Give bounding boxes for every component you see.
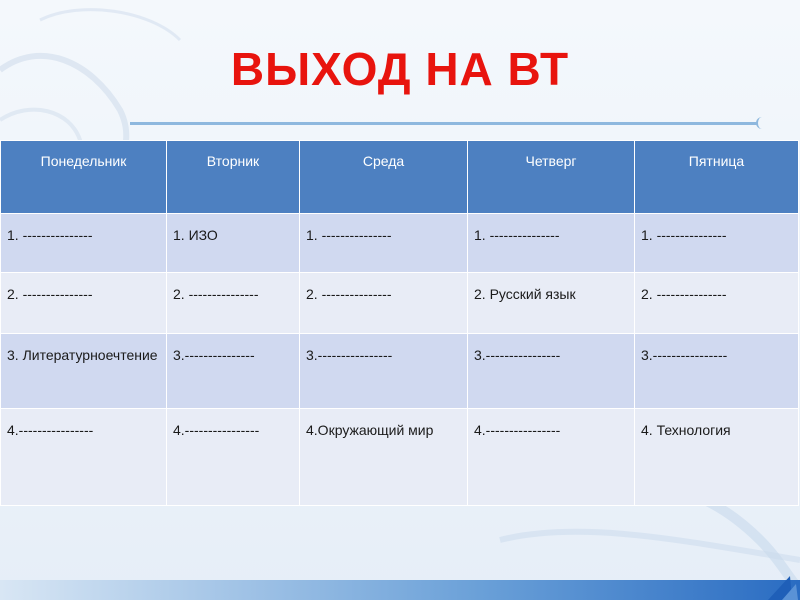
table-cell: 1. --------------- [1, 214, 167, 273]
table-cell: 2. --------------- [1, 273, 167, 334]
table-row [1, 409, 799, 506]
schedule-table-body [1, 214, 799, 506]
table-cell: 2. --------------- [300, 273, 468, 334]
table-cell: 2. --------------- [635, 273, 799, 334]
table-cell: 3.---------------- [300, 334, 468, 409]
title-underline-rule [130, 122, 758, 125]
table-row [1, 273, 799, 334]
table-cell: 2. Русский язык [468, 273, 635, 334]
table-cell: 4.Окружающий мир [300, 409, 468, 506]
table-cell: 3.--------------- [167, 334, 300, 409]
schedule-table-header [1, 141, 799, 214]
table-cell: 3. Литературноечтение [1, 334, 167, 409]
table-cell: 4. Технология [635, 409, 799, 506]
header-thursday: Четверг [468, 141, 635, 214]
table-row [1, 334, 799, 409]
table-cell: 3.---------------- [635, 334, 799, 409]
table-cell: 4.---------------- [1, 409, 167, 506]
table-cell: 1. --------------- [300, 214, 468, 273]
table-row [1, 214, 799, 273]
corner-arrow-decoration [760, 570, 800, 600]
table-cell: 1. --------------- [635, 214, 799, 273]
table-cell: 2. --------------- [167, 273, 300, 334]
header-friday: Пятница [635, 141, 799, 214]
header-tuesday: Вторник [167, 141, 300, 214]
table-cell: 4.---------------- [167, 409, 300, 506]
header-wednesday: Среда [300, 141, 468, 214]
table-cell: 1. ИЗО [167, 214, 300, 273]
table-cell: 4.---------------- [468, 409, 635, 506]
schedule-table [0, 140, 799, 506]
table-cell: 3.---------------- [468, 334, 635, 409]
slide-title: ВЫХОД НА ВТ [230, 43, 570, 95]
table-cell: 1. --------------- [468, 214, 635, 273]
footer-gradient-band [0, 580, 800, 600]
header-monday: Понедельник [1, 141, 167, 214]
title-rule-end-cap [756, 117, 765, 129]
header-row [1, 141, 799, 214]
